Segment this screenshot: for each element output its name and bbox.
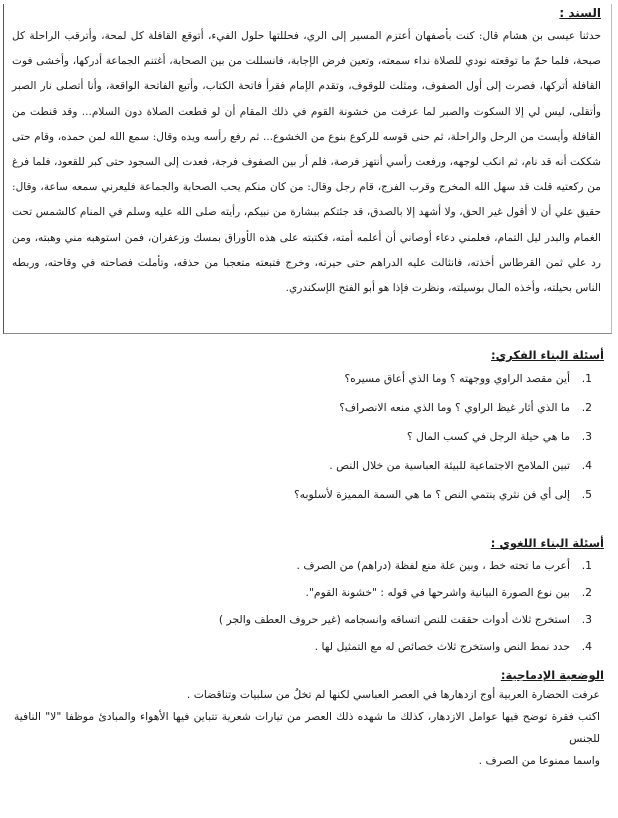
linguistic-questions-section — [14, 536, 604, 660]
linguistic-questions-list — [14, 552, 604, 660]
question-number: 4. — [581, 640, 592, 653]
intellectual-questions-title: أسئلة البناء الفكري: — [491, 348, 604, 362]
question-item — [14, 393, 604, 422]
question-item — [14, 579, 604, 606]
question-item — [14, 552, 604, 579]
question-text: أين مقصد الراوي ووجهته ؟ وما الذي أعاق مسيره؟ — [344, 372, 570, 385]
question-text: تبين الملامح الاجتماعية للبيئة العباسية من خلال النص . — [329, 459, 570, 472]
question-item — [14, 606, 604, 633]
question-text: استخرج ثلاث أدوات حققت للنص اتساقه وانسجامه (غير حروف العطف والجر ) — [218, 613, 570, 626]
integration-line: اكتب فقرة توضح فيها عوامل الازدهار، كذلك ما شهده ذلك العصر من تيارات شعرية تتباين فيها الأهواء والمبادئ موظفا "لا" النافية للجنس — [14, 710, 600, 745]
intellectual-questions-section — [14, 348, 604, 509]
integration-line: عرفت الحضارة العربية أوج ازدهارها في العصر العباسي لكنها لم تخلُ من سلبيات وتناقضات . — [186, 688, 600, 701]
question-text: حدد نمط النص واستخرج ثلاث خصائص له مع التمثيل لها . — [314, 640, 570, 653]
question-text: ما هي حيلة الرجل في كسب المال ؟ — [406, 430, 570, 443]
question-number: 3. — [581, 613, 592, 626]
question-text: ما الذي أثار غيظ الراوي ؟ وما الذي منعه الانصراف؟ — [339, 401, 570, 414]
question-number: 2. — [581, 586, 592, 599]
question-item — [14, 422, 604, 451]
linguistic-questions-title: أسئلة البناء اللغوي : — [490, 536, 604, 550]
text-box — [3, 4, 612, 334]
question-text: أعرب ما تحته خط ، وبين علة منع لفظة (دراهم) من الصرف . — [296, 559, 570, 572]
question-number: 3. — [581, 430, 592, 443]
question-number: 4. — [581, 459, 592, 472]
question-text: بين نوع الصورة البيانية واشرحها في قوله : "خشونة القوم". — [305, 586, 570, 599]
integration-task-title: الوضعية الإدماجية: — [500, 668, 604, 682]
question-number: 1. — [581, 559, 592, 572]
question-item — [14, 633, 604, 660]
question-item — [14, 364, 604, 393]
intellectual-questions-list — [14, 364, 604, 509]
question-text: إلى أي فن نثري ينتمي النص ؟ ما هي السمة المميزة لأسلوبه؟ — [293, 488, 570, 501]
text-section-title: السند : — [559, 6, 601, 20]
question-number: 1. — [581, 372, 592, 385]
question-item — [14, 451, 604, 480]
question-item — [14, 480, 604, 509]
question-number: 5. — [581, 488, 592, 501]
maqama-passage: حدثنا عيسى بن هشام قال: كنت بأصفهان أعتزم المسير إلى الري، فحللتها حلول الفيء، أتوقع القافلة كل لمحة، وأترقب الراحلة كل صبحة، فلما حمّ ما توقعته نودي للصلاة نداء سمعته، وتعين فرض الإجابة، فانسللت من بين الصحابة، أغتنم الجماعة أدركها، وأخشى فوت القافلة أتركها، فصرت إلى أول الصفوف، ومثلت للوقوف، وتقدم الإمام فقرأ فاتحة الكتاب، وأتبع الفاتحة الواقعة، وأنا أتصلى نار الصبر وأتقلى، ليس لي إلا السكوت والصبر لما عرفت من خشونة القوم في ذلك المقام أن لو قطعت الصلاة دون السلام... وقد قنطت من القافلة وأيست من الرحل والراحلة، ثم حنى قوسه للركوع بنوع من الخشوع... ثم رفع رأسه ويده وقال: سمع الله لمن حمده، وقام حتى شككت أنه قد نام، ثم انكب لوجهه، ورفعت رأسي أنتهز فرصة، فلم أر بين الصفوف فرجة، فعدت إلى السجود حتى كبر للقعود، فلما فرغ من ركعتيه قلت قد سهل الله المخرج وقرب الفرج، قام رجل وقال: من كان منكم يحب الصحابة والجماعة فليعرني سمعه ساعة، وقال: حقيق علي أن لا أقول غير الحق، ولا أشهد إلا بالصدق، قد جئتكم ببشارة من نبيكم، رأيته صلى الله عليه وسلم في المنام كالشمس تحت الغمام والبدر ليل التمام، فعلمني دعاء أوصاني أن أعلمه أمته، فكتبته على هذه الأوراق بمسك وزعفران، فمن استوهبه مني وهبته، ومن رد علي ثمن القرطاس أخذته، فانثالت عليه الدراهم حتى حيرته، وخرج فتبعته متعجبا من حذقه، وتأملت فصاحته في وقاحته، وربطه الناس بحيلته، وأخذه المال بوسيلته، ونظرت فإذا هو أبو الفتح الإسكندري. — [12, 30, 601, 295]
question-number: 2. — [581, 401, 592, 414]
integration-task-section — [14, 668, 604, 772]
integration-line: واسما ممنوعا من الصرف . — [478, 754, 600, 767]
